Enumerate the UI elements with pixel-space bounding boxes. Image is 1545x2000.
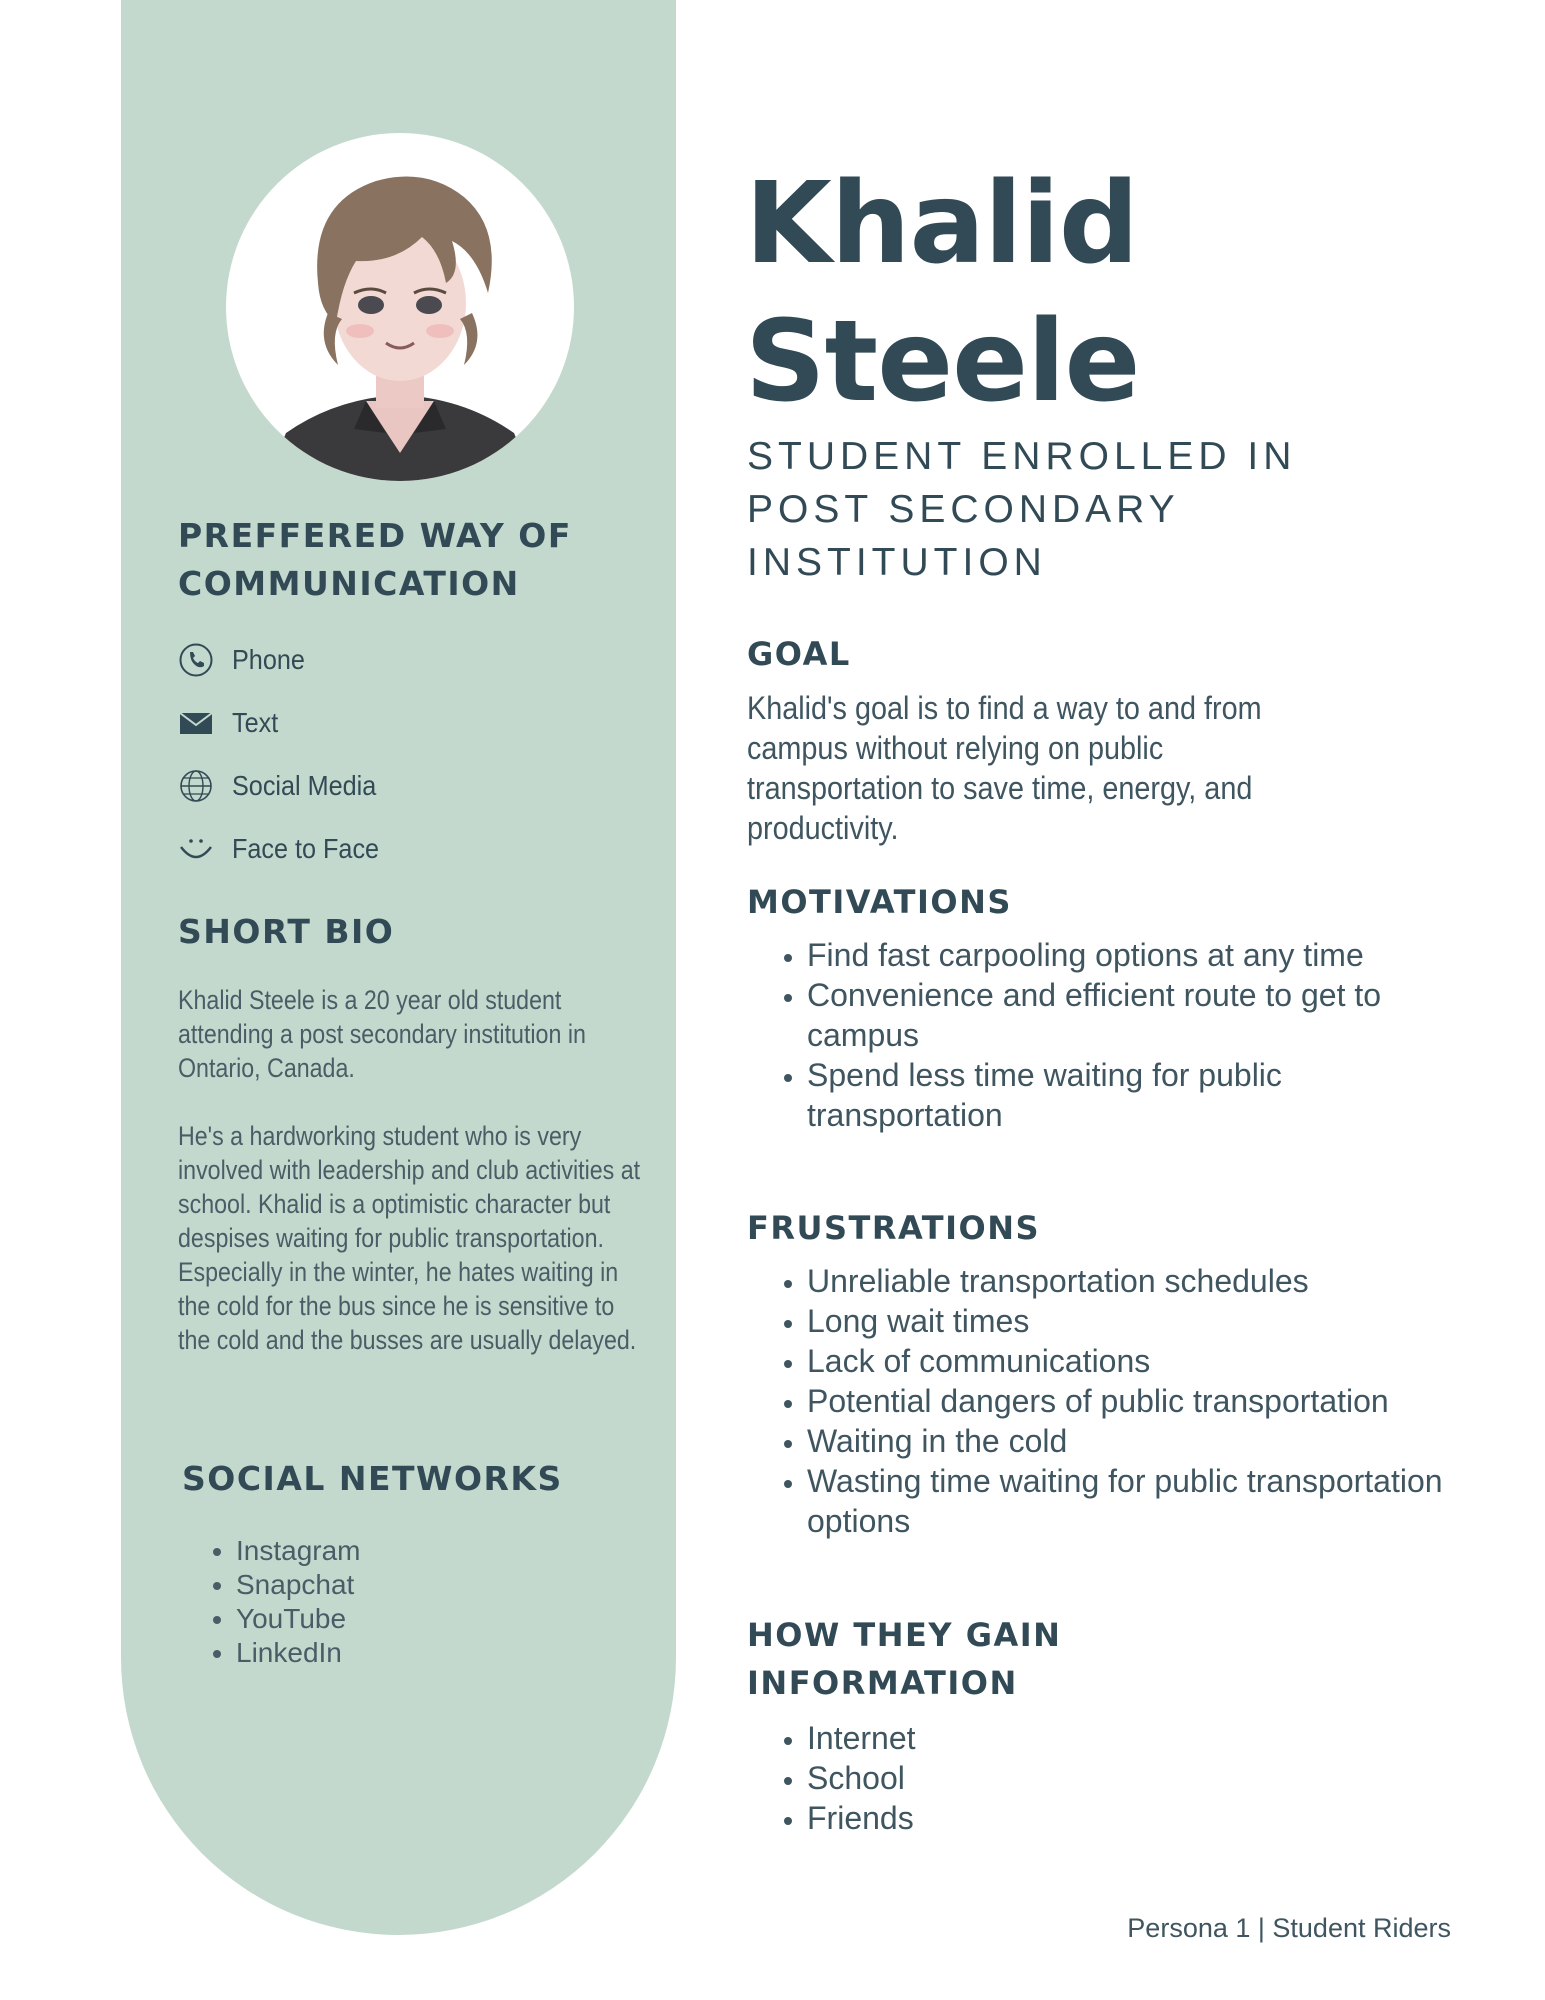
frustrations-list [747, 1261, 1447, 1541]
social-item: • LinkedIn [236, 1636, 361, 1670]
social-item: • Instagram [236, 1534, 361, 1568]
frustration-item: • Unreliable transportation schedules [807, 1261, 1447, 1301]
goal-heading: GOAL [747, 635, 851, 673]
frustration-item: • Waiting in the cold [807, 1421, 1447, 1461]
information-item: • School [807, 1758, 1447, 1798]
bio-heading: SHORT BIO [178, 912, 395, 951]
frustration-item: • Lack of communications [807, 1341, 1447, 1381]
information-heading: HOW THEY GAIN INFORMATION [747, 1616, 1062, 1702]
communication-item-social-media: Social Media [178, 754, 395, 817]
phone-icon [178, 642, 214, 678]
bio-paragraph: Khalid Steele is a 20 year old student attending a post secondary institution in Ontario, Canada. [178, 985, 586, 1083]
smile-icon [178, 831, 214, 867]
communication-item-text: Text [178, 691, 395, 754]
information-item: • Internet [807, 1718, 1447, 1758]
social-item: • Snapchat [236, 1568, 361, 1602]
communication-item-phone: Phone [178, 628, 395, 691]
frustrations-heading: FRUSTRATIONS [747, 1209, 1041, 1247]
bio-paragraph: He's a hardworking student who is very involved with leadership and club activities at school. Khalid is a optimistic character but despises waiting for public transportation. Especially in the winter, he hates waiting in the cold for the bus since he is sensitive to the cold and the busses are usually delayed. [178, 1121, 641, 1355]
social-item: • YouTube [236, 1602, 361, 1636]
communication-heading: PREFFERED WAY OF COMMUNICATION [178, 516, 572, 603]
motivations-heading: MOTIVATIONS [747, 883, 1012, 921]
frustration-item: • Wasting time waiting for public transportation options [807, 1461, 1447, 1541]
frustration-item: • Potential dangers of public transportation [807, 1381, 1447, 1421]
social-heading: SOCIAL NETWORKS [182, 1459, 563, 1498]
motivation-item: • Find fast carpooling options at any time [807, 935, 1447, 975]
bio-text [178, 983, 647, 1391]
motivations-list [747, 935, 1447, 1135]
persona-name: Khalid Steele [745, 159, 1140, 427]
communication-item-face-to-face: Face to Face [178, 817, 395, 880]
communication-list [178, 628, 395, 880]
motivation-item: • Spend less time waiting for public transportation [807, 1055, 1447, 1135]
persona-role: STUDENT ENROLLED IN POST SECONDARY INSTITUTION [747, 435, 1297, 584]
avatar [226, 133, 574, 481]
avatar-illustration [226, 133, 574, 481]
social-list [198, 1534, 361, 1670]
motivation-item: • Convenience and efficient route to get to campus [807, 975, 1447, 1055]
information-item: • Friends [807, 1798, 1447, 1838]
page-footer: Persona 1 | Student Riders [1127, 1913, 1451, 1943]
frustration-item: • Long wait times [807, 1301, 1447, 1341]
goal-text: Khalid's goal is to find a way to and from campus without relying on public transportation to save time, energy, and productivity. [747, 690, 1262, 846]
globe-icon [178, 768, 214, 804]
information-list [747, 1718, 1447, 1838]
envelope-icon [178, 705, 214, 741]
